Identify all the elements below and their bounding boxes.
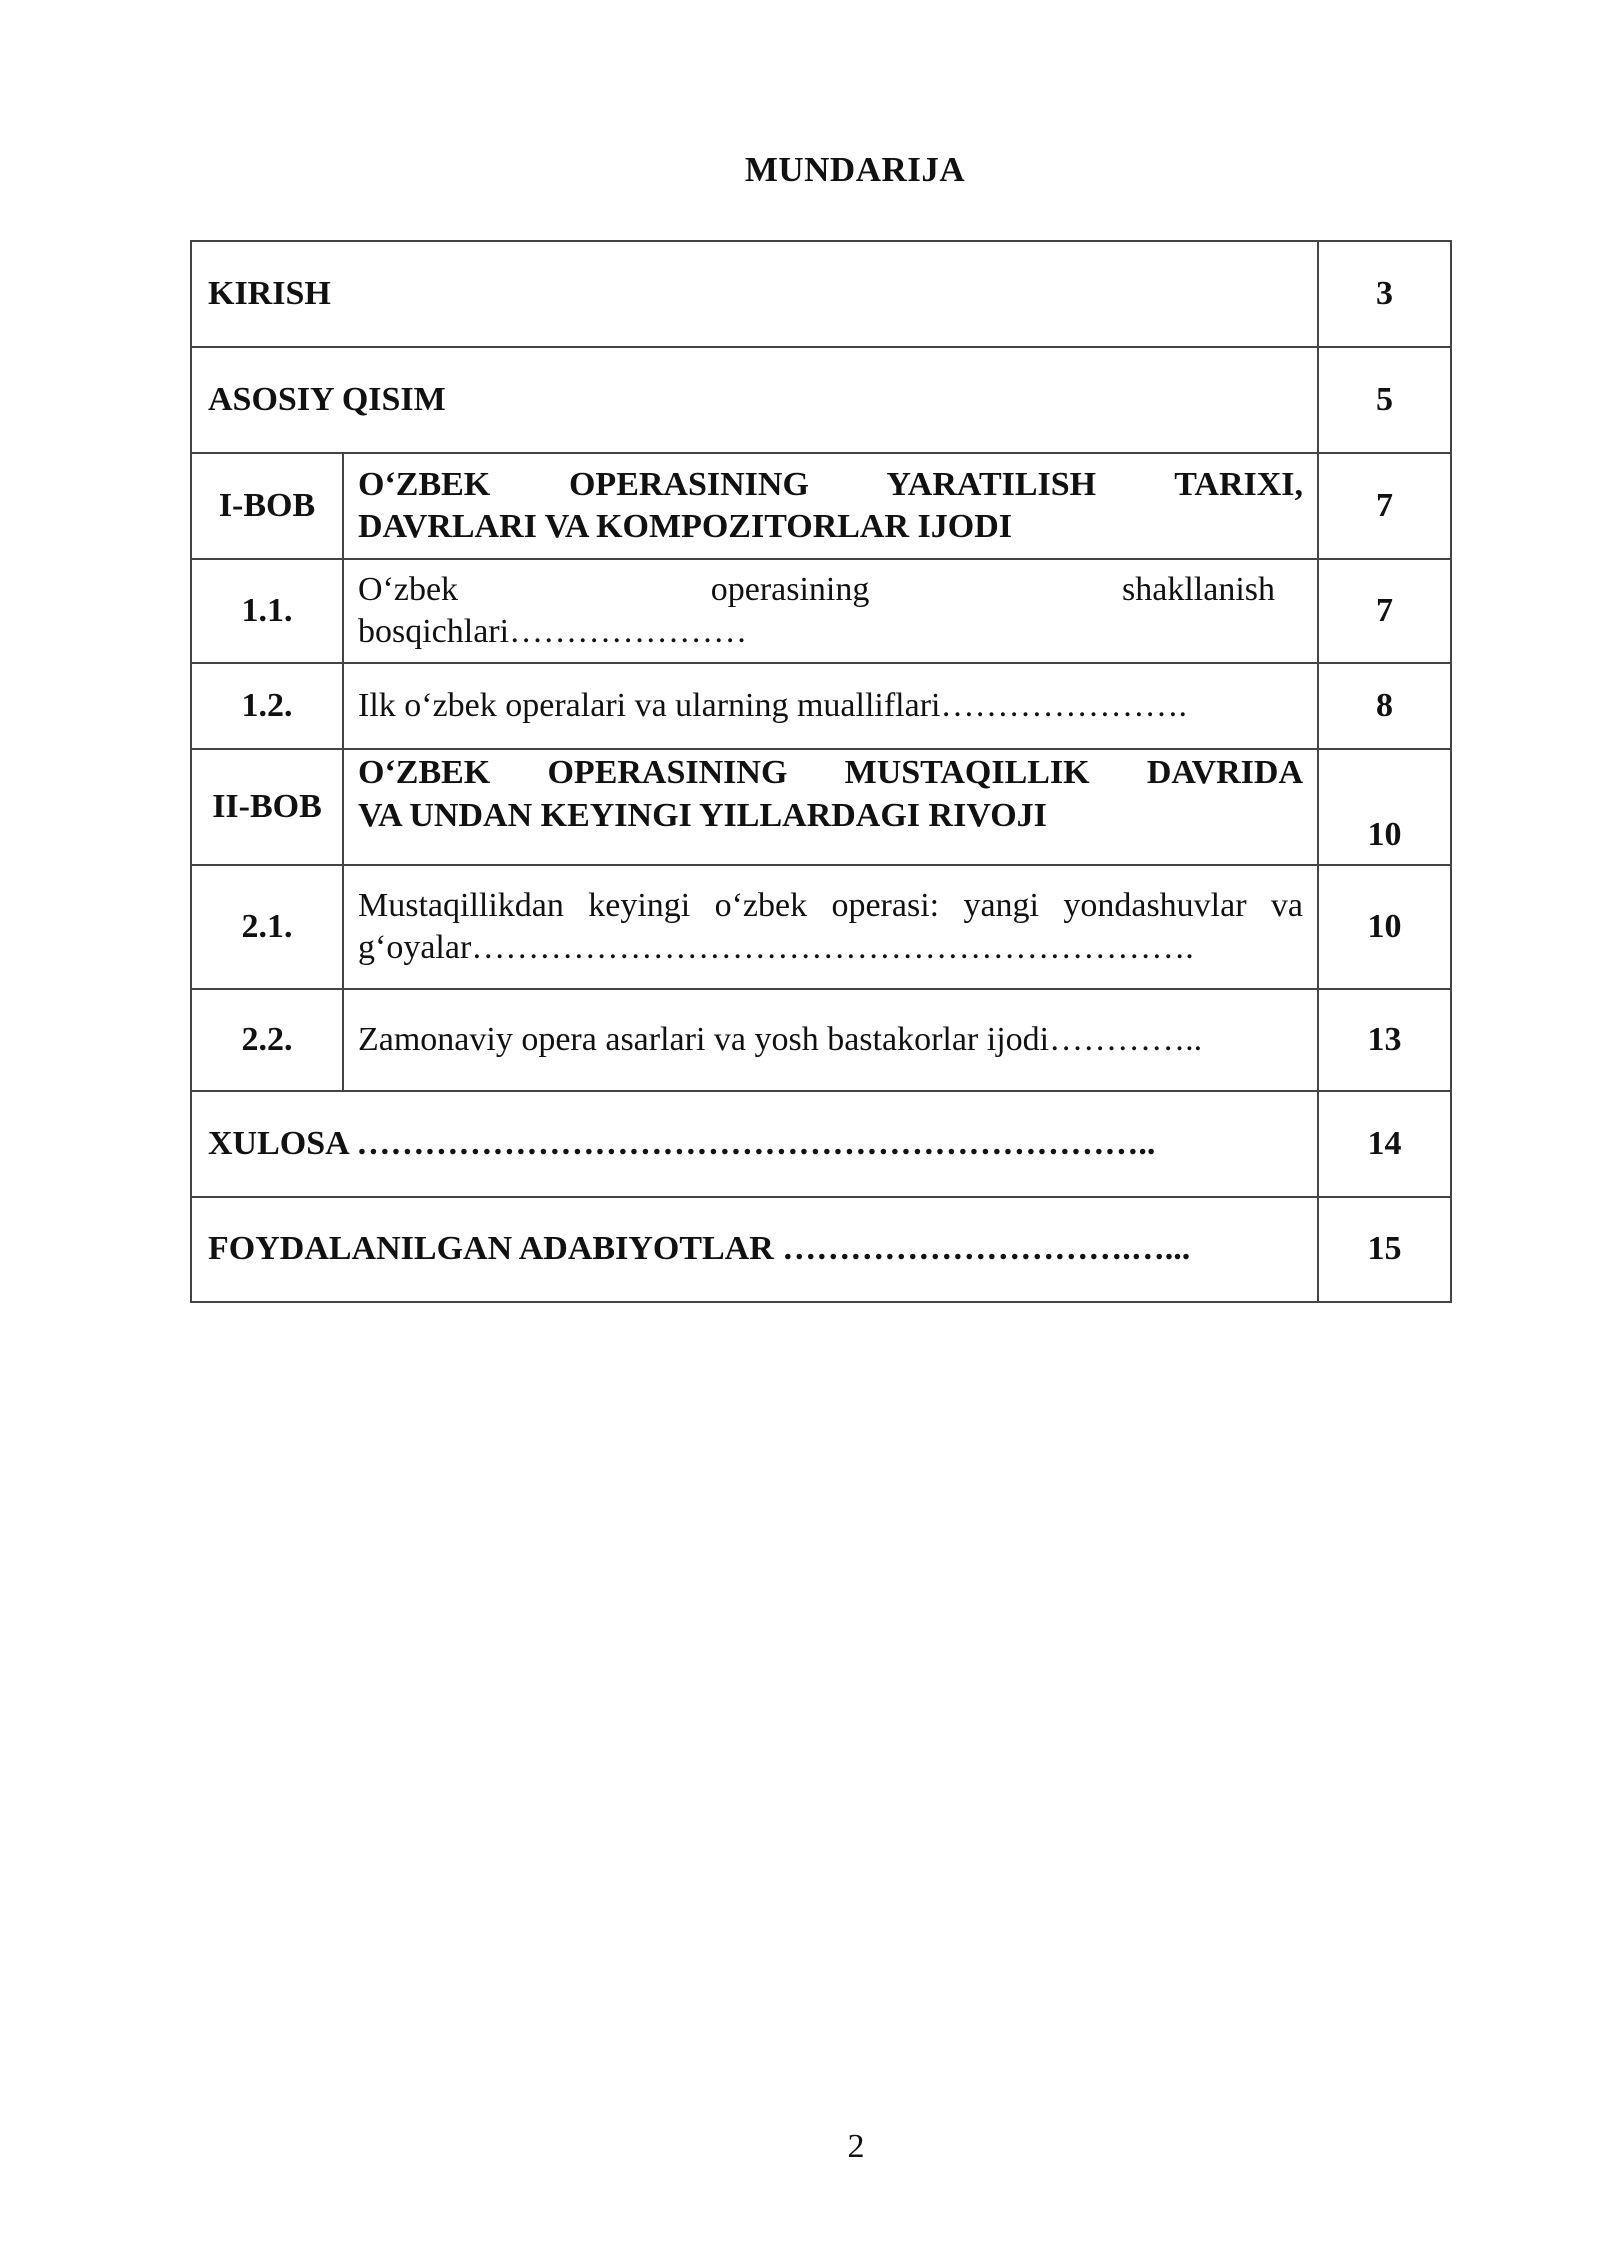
toc-chapter-title <box>343 749 1318 865</box>
table-of-contents <box>190 240 1452 1303</box>
toc-subsection-number: 1.1. <box>191 559 343 663</box>
toc-page-number: 10 <box>1318 865 1451 989</box>
toc-subsection-title-line: Mustaqillikdan keyingi o‘zbek operasi: yangi yondashuvlar va <box>358 886 1304 924</box>
toc-section-label: ASOSIY QISIM <box>191 347 1318 453</box>
toc-chapter-title-line: O‘ZBEK OPERASINING YARATILISH TARIXI, <box>358 465 1304 503</box>
toc-page-number: 15 <box>1318 1197 1451 1302</box>
toc-subsection-title <box>343 559 1318 663</box>
toc-row-1-1 <box>191 559 1451 663</box>
toc-row-2-1 <box>191 865 1451 989</box>
toc-subsection-number: 2.1. <box>191 865 343 989</box>
toc-section-label: XULOSA …………………………………………………………….. <box>191 1091 1318 1197</box>
toc-section-label: FOYDALANILGAN ADABIYOTLAR ………………………….…... <box>191 1197 1318 1302</box>
toc-chapter-title <box>343 453 1318 559</box>
toc-page-number: 7 <box>1318 559 1451 663</box>
toc-row-bob1 <box>191 453 1451 559</box>
toc-page-number: 10 <box>1318 749 1451 865</box>
toc-page-number: 7 <box>1318 453 1451 559</box>
toc-row-adabiyotlar <box>191 1197 1451 1302</box>
toc-section-label: KIRISH <box>191 241 1318 347</box>
toc-page-number: 3 <box>1318 241 1451 347</box>
toc-row-1-2 <box>191 663 1451 749</box>
toc-page-number: 13 <box>1318 989 1451 1091</box>
toc-row-xulosa <box>191 1091 1451 1197</box>
toc-row-asosiy <box>191 347 1451 453</box>
toc-chapter-title-line: DAVRLARI VA KOMPOZITORLAR IJODI <box>358 508 1013 545</box>
toc-chapter-number: I-BOB <box>191 453 343 559</box>
toc-subsection-title: Ilk o‘zbek operalari va ularning mualliflari…………………. <box>343 663 1318 749</box>
toc-row-2-2 <box>191 989 1451 1091</box>
toc-page-number: 14 <box>1318 1091 1451 1197</box>
toc-subsection-number: 1.2. <box>191 663 343 749</box>
toc-subsection-number: 2.2. <box>191 989 343 1091</box>
toc-subsection-title-line: O‘zbek operasining shakllanish <box>358 570 1276 608</box>
toc-subsection-title-line: g‘oyalar………………………………………………………. <box>358 929 1194 966</box>
toc-subsection-title: Zamonaviy opera asarlari va yosh bastakorlar ijodi………….. <box>343 989 1318 1091</box>
toc-subsection-title <box>343 865 1318 989</box>
toc-row-bob2 <box>191 749 1451 865</box>
toc-page-number: 8 <box>1318 663 1451 749</box>
toc-chapter-number: II-BOB <box>191 749 343 865</box>
toc-chapter-title-line: VA UNDAN KEYINGI YILLARDAGI RIVOJI <box>358 796 1047 834</box>
toc-subsection-title-line: bosqichlari………………… <box>358 613 748 650</box>
toc-page-number: 5 <box>1318 347 1451 453</box>
toc-row-kirish <box>191 241 1451 347</box>
page-title: MUNDARIJA <box>744 150 966 189</box>
page-number: 2 <box>847 2128 865 2165</box>
toc-chapter-title-line: O‘ZBEK OPERASINING MUSTAQILLIK DAVRIDA <box>358 754 1304 791</box>
